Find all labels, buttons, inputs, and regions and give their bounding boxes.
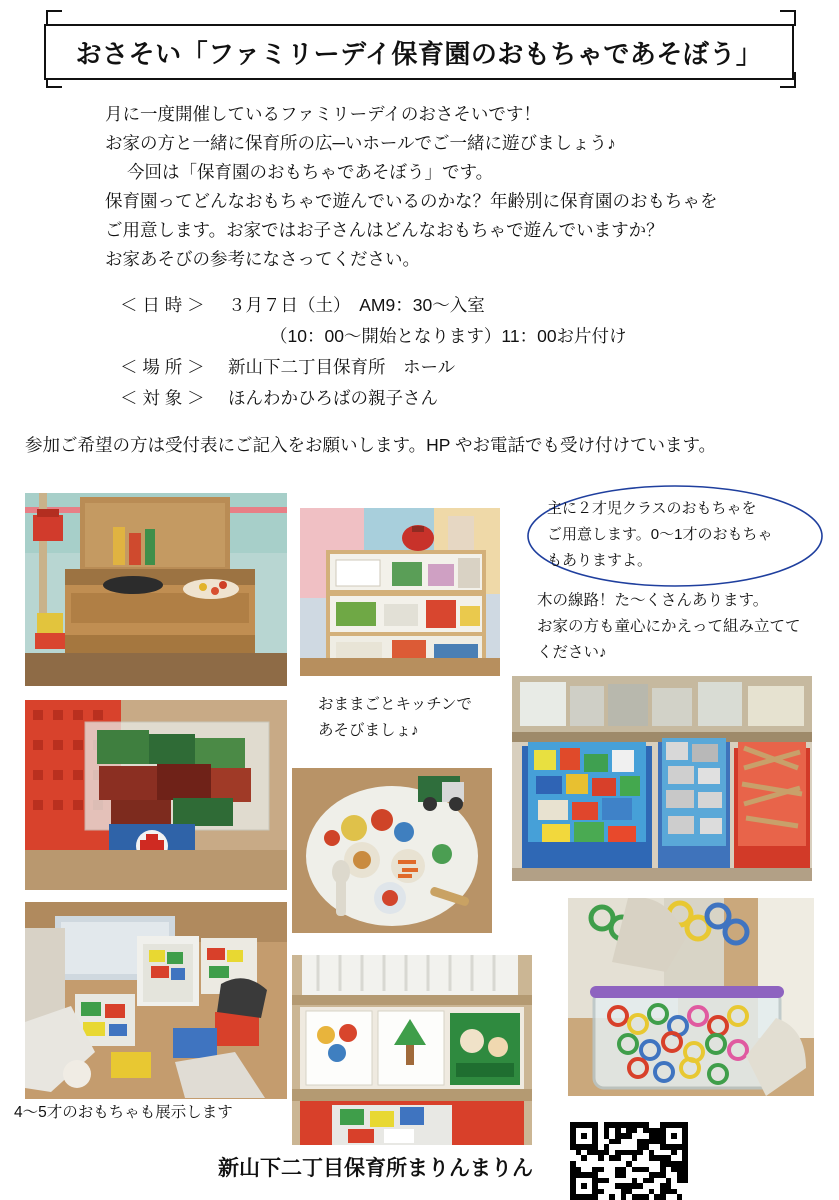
intro-line-5: ご用意します。お家ではお子さんはどんなおもちゃで遊んでいますか？ (105, 220, 664, 240)
photo-chain-links-image (568, 898, 814, 1096)
intro-paragraph (105, 100, 785, 274)
caption-rail-line-2: お家の方も童心にかえって組み立てて (537, 618, 801, 635)
footer-organization: 新山下二丁目保育所まりんまりん (218, 1157, 533, 1180)
detail-label-target: ＜ 対 象 ＞ (120, 388, 205, 408)
detail-row-target (120, 383, 780, 414)
photo-shelf-toys (300, 508, 500, 676)
intro-line-4: 保育園ってどんなおもちゃで遊んでいるのかな？年齢別に保育園のおもちゃを (105, 191, 718, 211)
photo-shelf-boxes-image (292, 955, 532, 1145)
caption-kitchen-line-2: あそびましょ♪ (318, 722, 419, 739)
photo-shelf-boxes (292, 955, 532, 1145)
detail-sub-datetime: （10：00〜開始となります）11：00お片付け (270, 326, 627, 346)
corner-tick-top-right-h (780, 10, 796, 12)
callout-line-3: もありますよ。 (547, 552, 653, 569)
detail-label-datetime: ＜ 日 時 ＞ (120, 295, 205, 315)
callout-bubble (525, 484, 825, 588)
detail-value-target: ほんわかひろばの親子さん (228, 388, 438, 408)
callout-text (547, 496, 809, 574)
photo-colorful-bins-image (512, 676, 812, 881)
intro-line-1: 月に一度開催しているファミリーデイのおさそいです！ (105, 104, 541, 124)
photo-children-blocks-image (25, 902, 287, 1099)
photo-block-box (25, 700, 287, 890)
photo-block-box-image (25, 700, 287, 890)
corner-tick-bottom-right-h (780, 86, 796, 88)
photo-play-kitchen-large (25, 493, 287, 686)
page-title: おさそい「ファミリーデイ保育園のおもちゃであそぼう」 (75, 38, 763, 69)
title-box (44, 24, 794, 80)
caption-rail-line-1: 木の線路！た〜くさんあります。 (537, 592, 769, 609)
photo-chain-links (568, 898, 814, 1096)
registration-notice: 参加ご希望の方は受付表にご記入をお願いします。HP やお電話でも受け付けています。 (25, 435, 717, 455)
intro-line-2: お家の方と一緒に保育所の広─いホールでご一緒に遊びましょう♪ (105, 133, 616, 153)
detail-row-place (120, 352, 780, 383)
photo-play-kitchen-large-image (25, 493, 287, 686)
caption-rail (537, 588, 801, 666)
corner-tick-top-right (794, 10, 796, 26)
photo-shelf-toys-image (300, 508, 500, 676)
photo-colorful-bins (512, 676, 812, 881)
photo-children-blocks (25, 902, 287, 1099)
caption-rail-line-3: ください♪ (537, 644, 607, 661)
corner-tick-bottom-left-h (46, 86, 62, 88)
intro-line-3: 今回は「保育園のおもちゃであそぼう」です。 (127, 162, 494, 182)
photo-wooden-food (292, 768, 492, 933)
detail-row-datetime (120, 290, 780, 321)
qr-code-grid (570, 1122, 688, 1200)
caption-kitchen (318, 692, 472, 744)
event-details (120, 290, 780, 414)
title-banner (44, 10, 796, 88)
callout-line-2: ご用意します。0〜1才のおもちゃ (547, 526, 773, 543)
caption-kitchen-line-1: おままごとキッチンで (318, 696, 472, 713)
detail-label-place: ＜ 場 所 ＞ (120, 357, 205, 377)
qr-code (570, 1122, 688, 1200)
callout-line-1: 主に２才児クラスのおもちゃを (547, 500, 757, 517)
corner-tick-top-left-h (46, 10, 62, 12)
photo-wooden-food-image (292, 768, 492, 933)
caption-age-45: 4〜5才のおもちゃも展示します (14, 1104, 233, 1121)
intro-line-6: お家あそびの参考になさってください。 (105, 249, 420, 269)
detail-value-place: 新山下二丁目保育所 ホール (228, 357, 456, 377)
detail-value-datetime: ３月７日（土） AM9：30〜入室 (228, 295, 485, 315)
